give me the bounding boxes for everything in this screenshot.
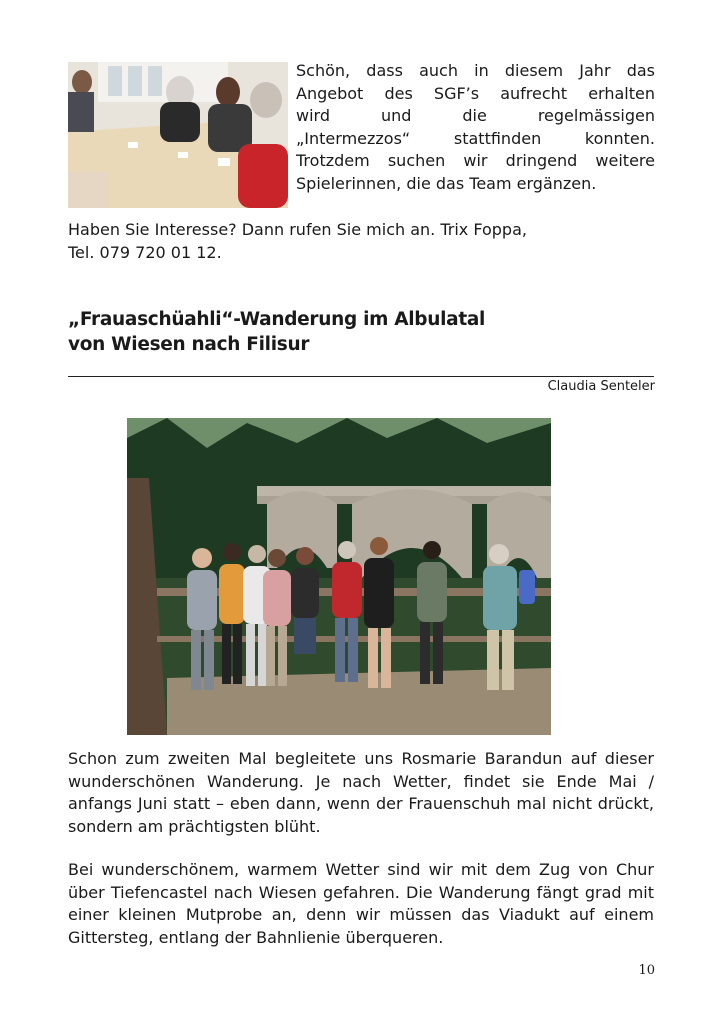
- article-title: [68, 307, 658, 357]
- intro-line: Schön, dass auch in diesem Jahr das: [296, 61, 655, 80]
- card-players-photo: [68, 62, 288, 208]
- page-number: 10: [638, 963, 655, 978]
- intro-line: Angebot des SGF’s aufrecht erhalten: [296, 83, 655, 103]
- intro-paragraph: [296, 60, 655, 196]
- hiking-group-illustration: [127, 418, 551, 735]
- intro-line: Trotzdem suchen wir dringend weitere: [296, 151, 655, 171]
- article-title-line-2: von Wiesen nach Filisur: [68, 334, 310, 355]
- article-author: Claudia Senteler: [547, 379, 655, 394]
- contact-line: Haben Sie Interesse? Dann rufen Sie mich an. Trix Foppa,: [68, 220, 527, 239]
- contact-paragraph: [68, 219, 658, 264]
- intro-line: Spielerinnen, die das Team ergänzen.: [296, 173, 597, 193]
- hiking-group-photo: [127, 418, 551, 735]
- title-divider: [68, 376, 654, 377]
- article-paragraph-2: Bei wunderschönem, warmem Wetter sind wir mit dem Zug von Chur über Tiefencastel nach Wiesen gefahren. Die Wanderung fängt grad mit einer kleinen Mutprobe an, denn wir müssen das Viadukt auf einem Gittersteg, entlang der Bahnlienie überqueren.: [68, 860, 654, 947]
- intro-line: wird und die regelmässigen: [296, 106, 655, 126]
- article-title-line-1: „Frauaschüahli“-Wanderung im Albulatal: [68, 309, 486, 330]
- card-players-illustration: [68, 62, 288, 208]
- intro-line: „Intermezzos“ stattfinden konnten.: [296, 128, 655, 148]
- article-paragraph-1: Schon zum zweiten Mal begleitete uns Rosmarie Barandun auf dieser wunderschönen Wanderung. Je nach Wetter, findet sie Ende Mai / anfangs Juni statt – eben dann, wenn der Frauenschuh mal nicht drückt, sondern am prächtigsten blüht.: [68, 749, 654, 836]
- contact-phone: Tel. 079 720 01 12.: [68, 242, 222, 262]
